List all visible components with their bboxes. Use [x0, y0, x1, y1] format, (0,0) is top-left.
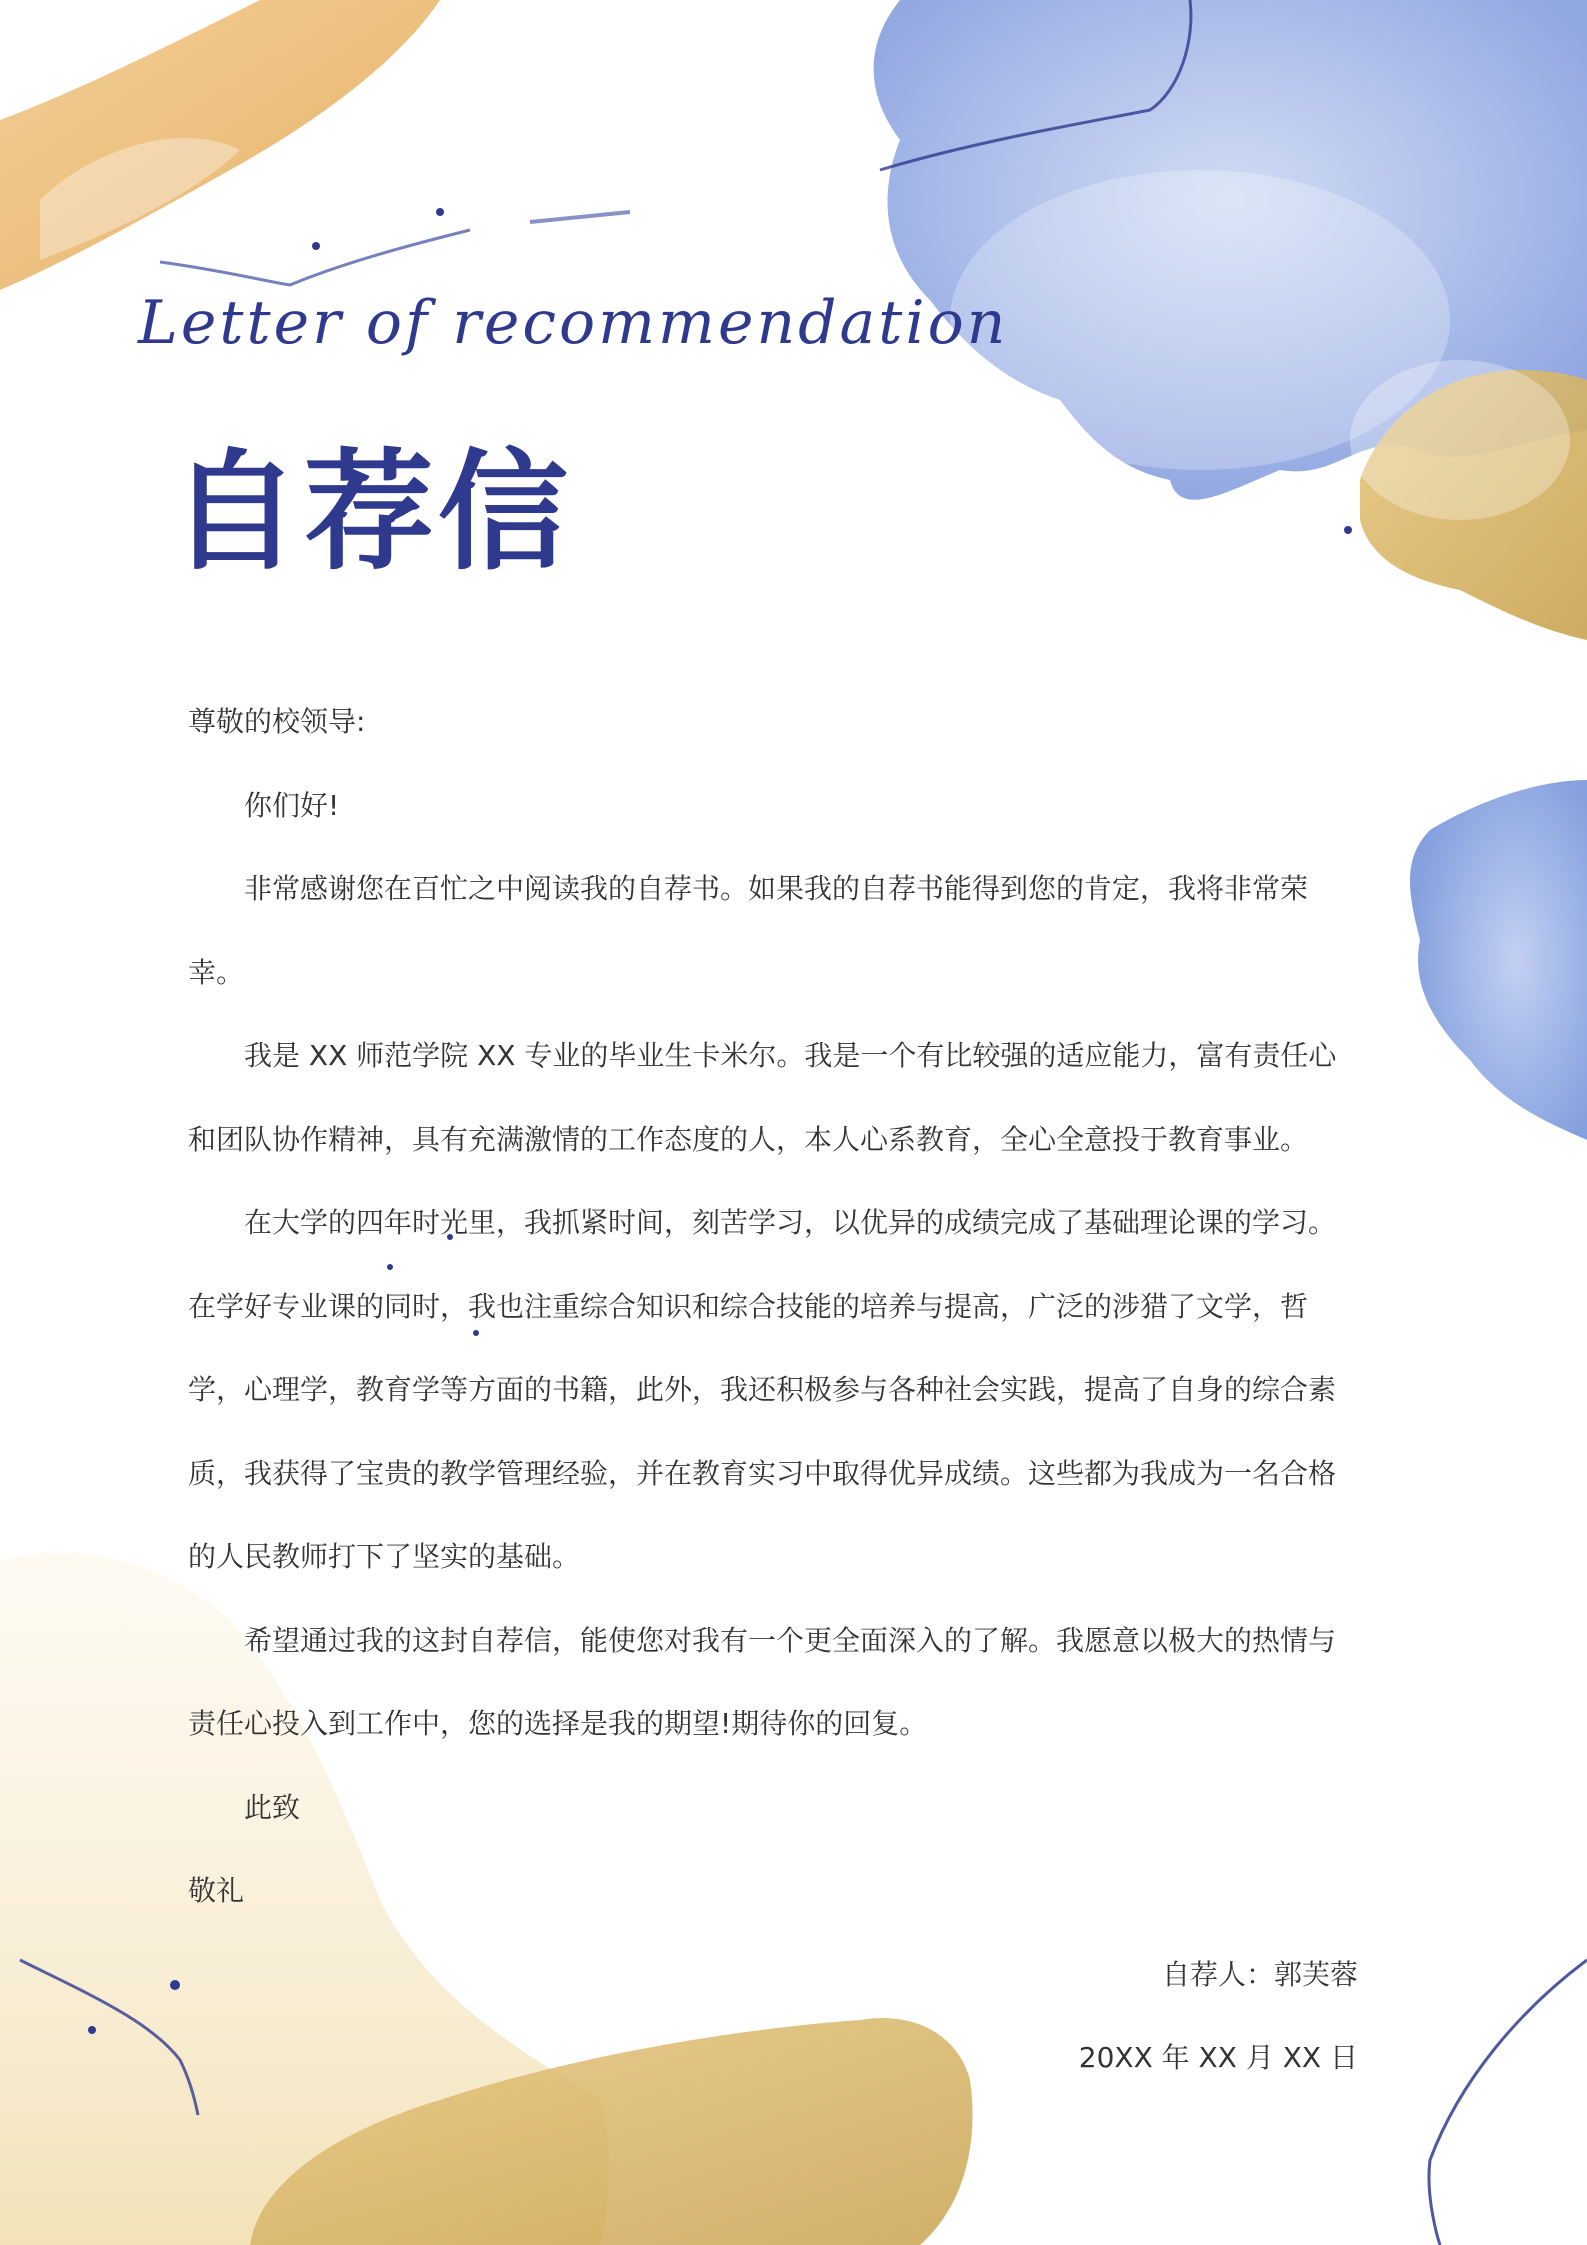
- blue-wash-right-side: [1410, 780, 1587, 1140]
- signature: 自荐人：郭芙蓉: [1161, 1957, 1358, 1991]
- decor-line-top: [160, 230, 470, 285]
- paragraph-2: 我是 XX 师范学院 XX 专业的毕业生卡米尔。我是一个有比较强的适应能力，富有责任心和团队协作精神，具有充满激情的工作态度的人，本人心系教育，全心全意投于教育事业。: [188, 1039, 1337, 1156]
- letter-body: [188, 680, 1358, 2100]
- date: 20XX 年 XX 月 XX 日: [1078, 2041, 1358, 2074]
- greeting: 你们好!: [244, 788, 340, 822]
- paragraph-4: 希望通过我的这封自荐信，能使您对我有一个更全面深入的了解。我愿意以极大的热情与责任心投入到工作中，您的选择是我的期望!期待你的回复。: [188, 1623, 1337, 1740]
- closing-2: 敬礼: [188, 1874, 245, 1907]
- paragraph-1: 非常感谢您在百忙之中阅读我的自荐书。如果我的自荐书能得到您的肯定，我将非常荣幸。: [188, 872, 1309, 989]
- decor-line-bottom-right: [1429, 1960, 1587, 2245]
- english-title: Letter of recommendation: [138, 288, 1009, 358]
- chinese-title: 自荐信: [170, 436, 573, 588]
- paragraph-3: 在大学的四年时光里，我抓紧时间，刻苦学习，以优异的成绩完成了基础理论课的学习。在学好专业课的同时，我也注重综合知识和综合技能的培养与提高，广泛的涉猎了文学，哲学，心理学，教育学等方面的书籍，此外，我还积极参与各种社会实践，提高了自身的综合素质，我获得了宝贵的教学管理经验，并在教育实习中取得优异成绩。这些都为我成为一名合格的人民教师打下了坚实的基础。: [188, 1206, 1337, 1573]
- salutation: 尊敬的校领导:: [188, 705, 366, 738]
- closing-1: 此致: [244, 1790, 301, 1824]
